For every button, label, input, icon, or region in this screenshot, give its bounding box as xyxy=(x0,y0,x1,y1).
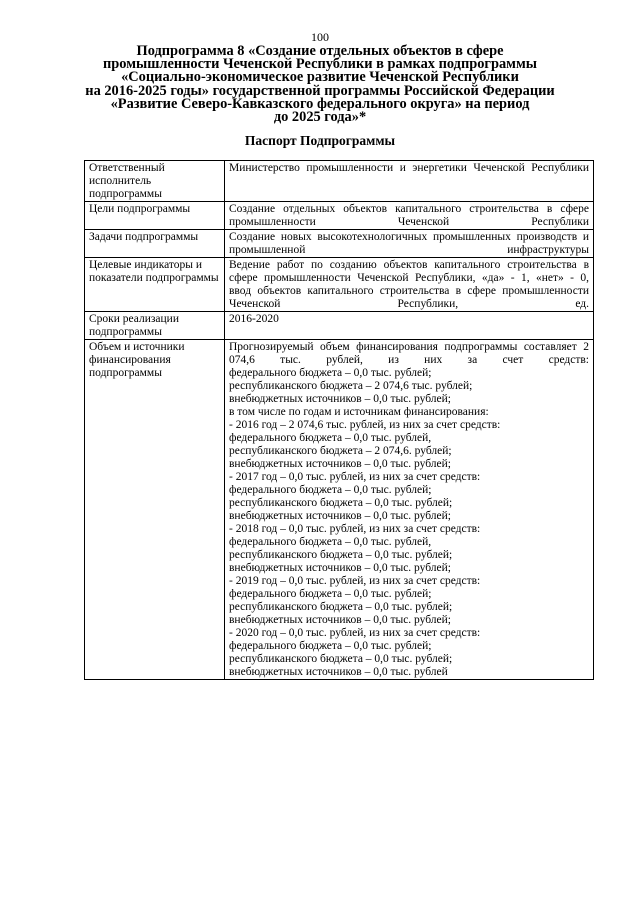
row-label: Сроки реализации подпрограммы xyxy=(85,312,225,340)
row-label: Объем и источники финансирования подпрограммы xyxy=(85,340,225,680)
financing-line: внебюджетных источников – 0,0 тыс. рублей; xyxy=(229,458,451,470)
financing-line: республиканского бюджета – 0,0 тыс. рублей; xyxy=(229,549,453,561)
financing-line: федерального бюджета – 0,0 тыс. рублей; xyxy=(229,588,432,600)
title-line: «Социально-экономическое развитие Чеченской Республики xyxy=(121,69,519,86)
passport-heading: Паспорт Подпрограммы xyxy=(244,133,396,148)
row-label: Целевые индикаторы и показатели подпрограммы xyxy=(85,258,225,312)
financing-line: - 2020 год – 0,0 тыс. рублей, из них за счет средств: xyxy=(229,627,481,639)
page-number: 100 xyxy=(311,30,329,44)
financing-line: федерального бюджета – 0,0 тыс. рублей; xyxy=(229,640,432,652)
financing-line: Прогнозируемый объем финансирования подпрограммы составляет 2 074,6 тыс. рублей, из них за счет средств: xyxy=(229,341,589,366)
table-row xyxy=(85,312,594,340)
financing-line: - 2017 год – 0,0 тыс. рублей, из них за счет средств: xyxy=(229,471,481,483)
title-line: на 2016-2025 годы» государственной программы Российской Федерации xyxy=(85,82,555,99)
indicator-line: Ведение работ по созданию объектов капитального строительства в сфере промышленности Чеченской Республики, «да» - 1, «нет» - 0, xyxy=(229,259,589,284)
financing-line: - 2016 год – 2 074,6 тыс. рублей, из них за счет средств: xyxy=(229,419,501,431)
passport-table xyxy=(84,160,594,680)
row-value: Создание новых высокотехнологичных промышленных производств и промышленной инфраструктуры xyxy=(225,230,594,258)
financing-line: - 2018 год – 0,0 тыс. рублей, из них за счет средств: xyxy=(229,523,481,535)
title-line: промышленности Чеченской Республики в рамках подпрограммы xyxy=(102,56,538,73)
financing-line: республиканского бюджета – 0,0 тыс. рублей; xyxy=(229,497,453,509)
row-label: Цели подпрограммы xyxy=(85,202,225,230)
row-value: 2016-2020 xyxy=(225,312,594,340)
row-value xyxy=(225,258,594,312)
table-row xyxy=(85,340,594,680)
financing-line: федерального бюджета – 0,0 тыс. рублей; xyxy=(229,367,432,379)
financing-line: в том числе по годам и источникам финансирования: xyxy=(229,406,489,418)
title-line: «Развитие Северо-Кавказского федерального округа» на период xyxy=(110,95,530,112)
table-row xyxy=(85,230,594,258)
financing-line: внебюджетных источников – 0,0 тыс. рублей; xyxy=(229,614,451,626)
financing-line: внебюджетных источников – 0,0 тыс. рублей xyxy=(229,666,448,678)
title-line: Подпрограмма 8 «Создание отдельных объектов в сфере xyxy=(136,43,504,59)
financing-line: республиканского бюджета – 0,0 тыс. рублей; xyxy=(229,601,453,613)
row-value: Министерство промышленности и энергетики Чеченской Республики xyxy=(225,161,594,202)
table-row xyxy=(85,202,594,230)
indicator-line: ввод объектов капитального строительства в сфере промышленности Чеченской Республики, ед. xyxy=(229,285,589,310)
title-line: до 2025 года»* xyxy=(273,109,367,126)
financing-line: федерального бюджета – 0,0 тыс. рублей; xyxy=(229,484,432,496)
financing-line: федерального бюджета – 0,0 тыс. рублей, xyxy=(229,536,432,548)
row-value: Создание отдельных объектов капитального строительства в сфере промышленности Чеченской Республики xyxy=(225,202,594,230)
financing-line: - 2019 год – 0,0 тыс. рублей, из них за счет средств: xyxy=(229,575,481,587)
table-row xyxy=(85,258,594,312)
financing-line: республиканского бюджета – 2 074,6 тыс. рублей; xyxy=(229,380,473,392)
financing-line: внебюджетных источников – 0,0 тыс. рублей; xyxy=(229,393,451,405)
financing-line: республиканского бюджета – 2 074,6. рублей; xyxy=(229,445,452,457)
financing-line: внебюджетных источников – 0,0 тыс. рублей; xyxy=(229,510,451,522)
financing-line: республиканского бюджета – 0,0 тыс. рублей; xyxy=(229,653,453,665)
row-label: Ответственный исполнитель подпрограммы xyxy=(85,161,225,202)
row-value xyxy=(225,340,594,680)
row-label: Задачи подпрограммы xyxy=(85,230,225,258)
financing-line: внебюджетных источников – 0,0 тыс. рублей; xyxy=(229,562,451,574)
financing-line: федерального бюджета – 0,0 тыс. рублей, xyxy=(229,432,432,444)
table-row xyxy=(85,161,594,202)
document-title xyxy=(60,45,580,124)
